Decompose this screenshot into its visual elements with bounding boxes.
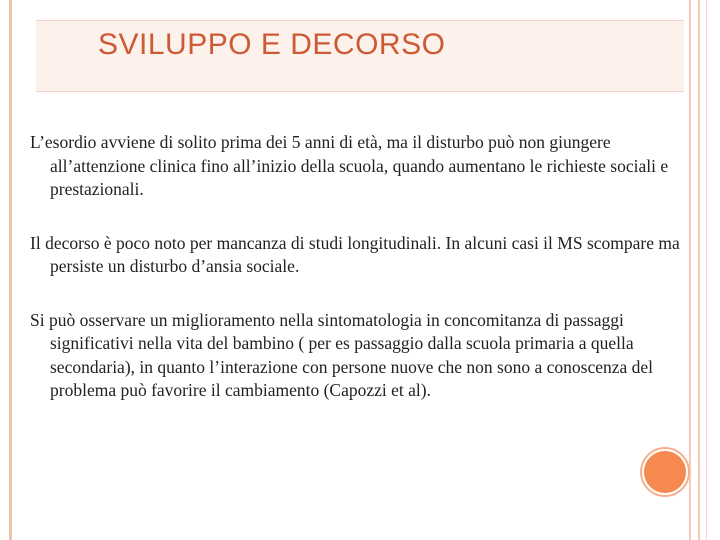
paragraph-course: Il decorso è poco noto per mancanza di studi longitudinali. In alcuni casi il MS scompare ma persiste un disturbo d’ansia sociale. [30, 232, 680, 276]
paragraph-onset: L’esordio avviene di solito prima dei 5 anni di età, ma il disturbo può non giungere all’attenzione clinica fino all’inizio della scuola, quando aumentano le richieste sociali e prestazionali. [30, 132, 669, 199]
right-decorative-rule [698, 0, 700, 540]
left-decorative-rule [9, 0, 12, 540]
slide-body [30, 131, 690, 433]
slide-title: SVILUPPO E DECORSO [98, 28, 446, 61]
right-decorative-rule [706, 0, 707, 540]
decorative-circle [642, 449, 688, 495]
paragraph-improvement: Si può osservare un miglioramento nella sintomatologia in concomitanza di passaggi significativi nella vita del bambino ( per es passaggio dalla scuola primaria a quella secondaria), in quanto l’interazione con persone nuove che non sono a conoscenza del problema può favorire il cambiamento (Capozzi et al). [30, 309, 654, 400]
